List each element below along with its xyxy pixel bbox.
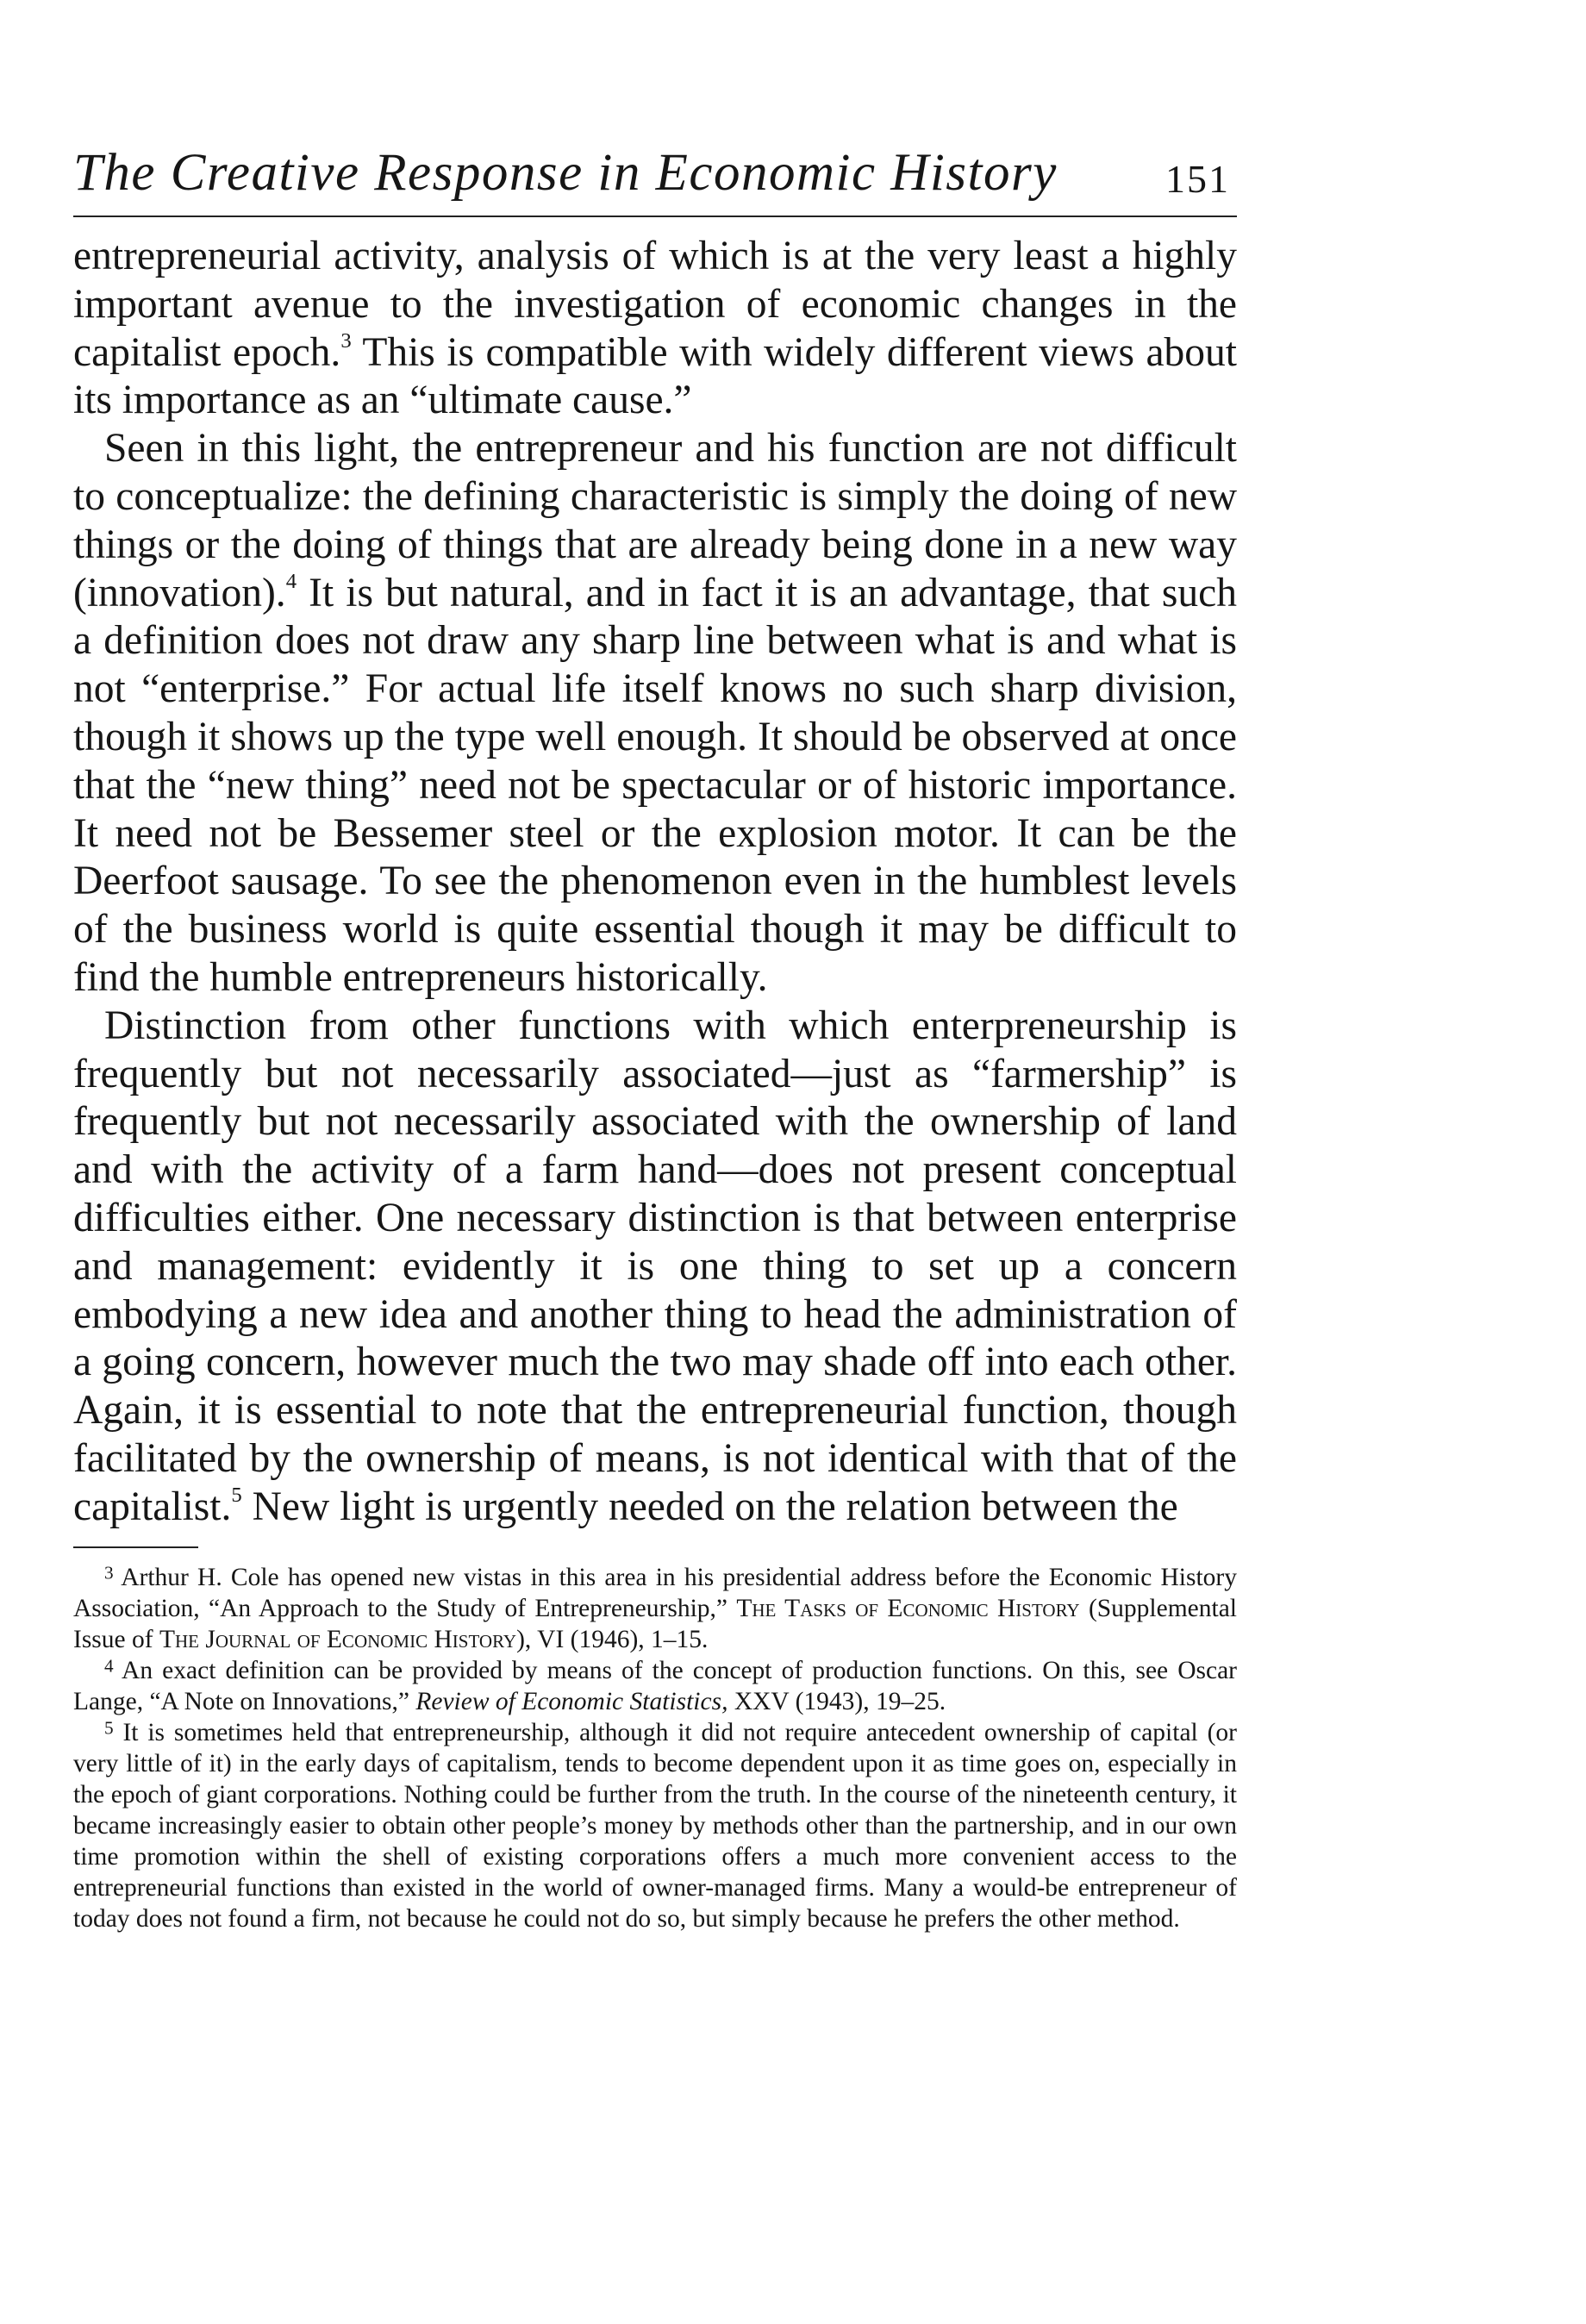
footnote-3-text-c: ), VI (1946), 1–15. xyxy=(516,1626,709,1653)
body-text xyxy=(73,233,1237,1532)
footnote-4-mark: 4 xyxy=(104,1655,114,1677)
footnote-rule xyxy=(73,1546,198,1548)
footnote-5-mark: 5 xyxy=(104,1717,114,1739)
paragraph-1-text-a: entrepreneurial activity, analysis of which is at the very least a highly important avenue to the investigation of economic changes in the capitalist epoch. xyxy=(73,234,1237,375)
paragraph-2-text-a: Seen in this light, the entrepreneur and his function are not difficult to conceptualize: the defining characteristic is simply the doing of new things or the doing of things that are already being done in a new way (innovation). xyxy=(73,426,1237,615)
paragraph-2-text-b: It is but natural, and in fact it is an advantage, that such a definition does not draw any sharp line between what is and what is not “enterprise.” For actual life itself knows no such sharp division, though it shows up the type well enough. It should be observed at once that the “new thing” need not be spectacular or of historic importance. It need not be Bessemer steel or the explosion motor. It can be the Deerfoot sausage. To see the phenomenon even in the humblest levels of the business world is quite essential though it may be difficult to find the humble entrepreneurs historically. xyxy=(73,570,1237,1000)
footnote-4 xyxy=(73,1655,1237,1717)
paragraph-3 xyxy=(73,1003,1237,1532)
footnote-3-journal-title: The Tasks of Economic History xyxy=(736,1595,1080,1622)
footnote-ref-3: 3 xyxy=(340,328,352,353)
footnote-3-text-a: Arthur H. Cole has opened new vistas in this area in his presidential address before the Economic History Association, “An Approach to the Study of Entrepreneurship,” xyxy=(73,1564,1237,1622)
footnote-4-text-a: An exact definition can be provided by means of the concept of production functions. On this, see Oscar Lange, “A Note on Innovations,” xyxy=(73,1657,1237,1715)
paragraph-1 xyxy=(73,233,1237,425)
footnote-5 xyxy=(73,1717,1237,1934)
running-head xyxy=(73,143,1237,212)
paragraph-2 xyxy=(73,425,1237,1003)
footnote-3-mark: 3 xyxy=(104,1562,114,1584)
footnote-4-text-b: XXV (1943), 19–25. xyxy=(727,1688,946,1715)
footnote-4-journal-title: Review of Economic Statistics, xyxy=(415,1688,728,1715)
footnote-ref-5: 5 xyxy=(231,1483,242,1507)
footnote-3-journal-name: The Journal of Economic History xyxy=(159,1626,517,1653)
footnote-5-text: It is sometimes held that entrepreneurship, although it did not require antecedent ownership of capital (or very little of it) in the early days of capitalism, tends to become dependent upon it as time goes on, especially in the epoch of giant corporations. Nothing could be further from the truth. In the course of the nineteenth century, it became increasingly easier to obtain other people’s money by methods other than the partnership, and in our own time promotion within the shell of existing corporations offers a much more convenient access to the entrepreneurial functions than existed in the world of owner-managed firms. Many a would-be entrepreneur of today does not found a firm, not because he could not do so, but simply because he prefers the other method. xyxy=(73,1719,1237,1933)
page-number: 151 xyxy=(1165,157,1230,201)
footnote-ref-4: 4 xyxy=(285,569,297,593)
footnote-3-text-b: (Supplemental Issue of xyxy=(73,1595,1237,1653)
paragraph-3-text-a: Distinction from other functions with which enterpreneurship is frequently but not necessarily associated—just as “farmership” is frequently but not necessarily associated with the ownership of land and with the activity of a farm hand—does not present conceptual difficulties either. One necessary distinction is that between enterprise and management: evidently it is one thing to set up a concern embodying a new idea and another thing to head the administration of a going concern, however much the two may shade off into each other. Again, it is essential to note that the entrepreneurial function, though facilitated by the ownership of means, is not identical with that of the capitalist. xyxy=(73,1003,1237,1529)
paragraph-3-text-b: New light is urgently needed on the relation between the xyxy=(241,1484,1178,1529)
footnotes xyxy=(73,1562,1237,1934)
footnote-3 xyxy=(73,1562,1237,1655)
paragraph-1-text-b: This is compatible with widely different views about its importance as an “ultimate cause.” xyxy=(73,329,1237,423)
running-title: The Creative Response in Economic History xyxy=(73,144,1058,202)
header-rule xyxy=(73,216,1237,217)
